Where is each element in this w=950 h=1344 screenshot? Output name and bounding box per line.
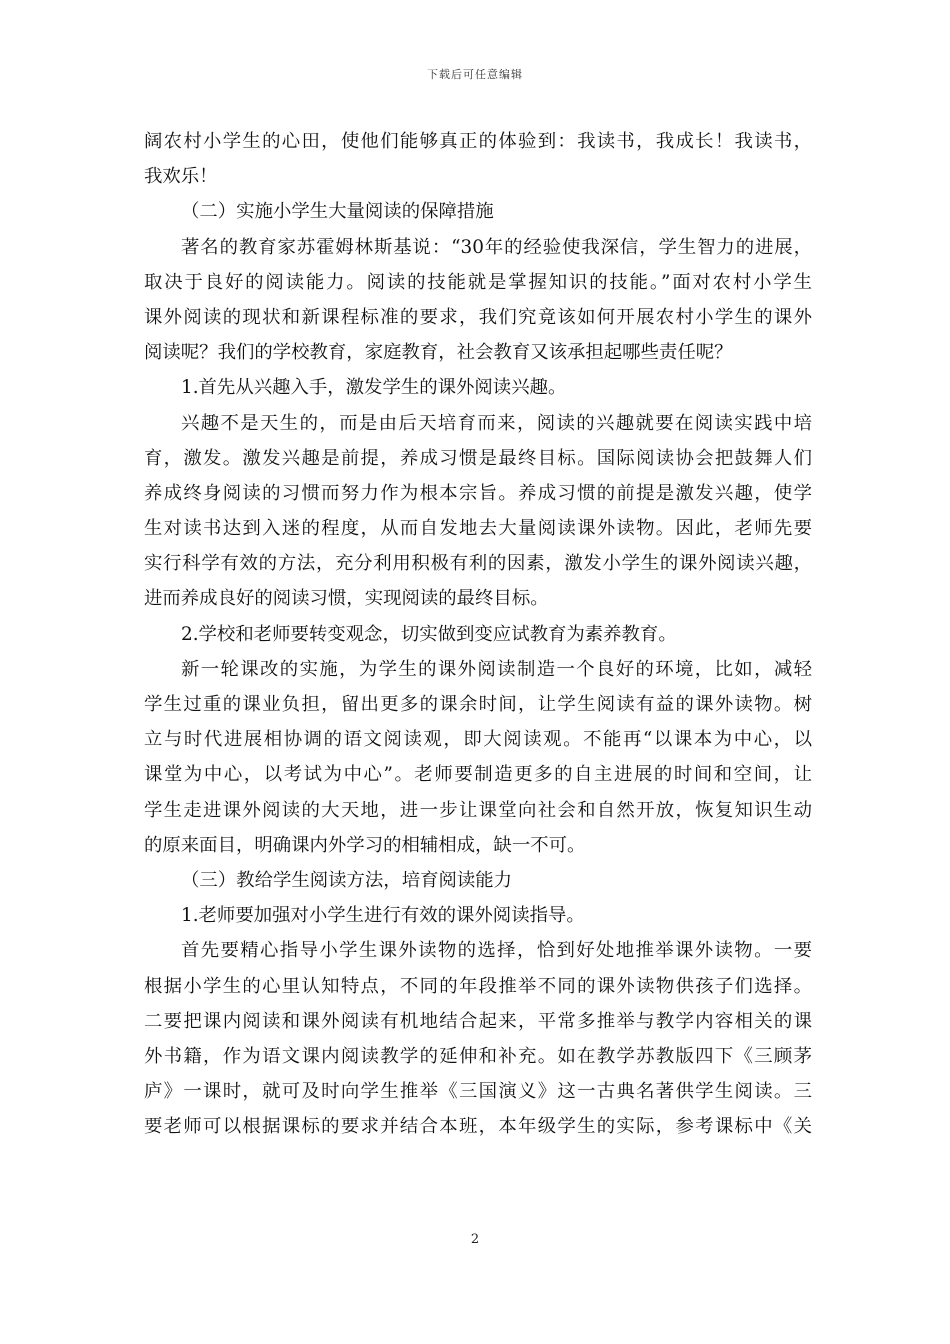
subsection-heading: 2.学校和老师要转变观念，切实做到变应试教育为素养教育。 — [181, 623, 677, 645]
text-line: 实行科学有效的方法，充分利用积极有利的因素，激发小学生的课外阅读兴趣， — [144, 553, 812, 575]
text-line: 外书籍，作为语文课内阅读教学的延伸和补充。如在教学苏教版四下《三顾茅 — [144, 1045, 812, 1067]
text-line: 著名的教育家苏霍姆林斯基说：“30年的经验使我深信，学生智力的进展， — [181, 236, 812, 258]
document-body — [144, 124, 812, 1144]
text-line: 进而养成良好的阅读习惯，实现阅读的最终目标。 — [144, 588, 549, 610]
text-line: 的原来面目，明确课内外学习的相辅相成，缺一不可。 — [144, 834, 586, 856]
subsection-heading: 1.老师要加强对小学生进行有效的课外阅读指导。 — [181, 905, 585, 927]
subsection-heading: 1.首先从兴趣入手，激发学生的课外阅读兴趣。 — [181, 377, 567, 399]
text-line: 要老师可以根据课标的要求并结合本班，本年级学生的实际，参考课标中《关 — [144, 1116, 812, 1138]
text-line: 新一轮课改的实施，为学生的课外阅读制造一个良好的环境，比如，减轻 — [181, 658, 812, 680]
section-heading: （二）实施小学生大量阅读的保障措施 — [181, 201, 494, 223]
section-heading: （三）教给学生阅读方法，培育阅读能力 — [181, 869, 513, 891]
text-line: 阅读呢？我们的学校教育，家庭教育，社会教育又该承担起哪些责任呢？ — [144, 342, 733, 364]
text-line: 我欢乐！ — [144, 166, 218, 188]
page-number: 2 — [470, 1232, 480, 1247]
text-line: 阔农村小学生的心田，使他们能够真正的体验到：我读书，我成长！我读书， — [144, 131, 812, 152]
page-header-note: 下载后可任意编辑 — [427, 68, 523, 81]
text-line: 生对读书达到入迷的程度，从而自发地去大量阅读课外读物。因此，老师先要 — [144, 518, 812, 540]
text-line: 课外阅读的现状和新课程标准的要求，我们究竟该如何开展农村小学生的课外 — [144, 306, 812, 328]
text-line: 立与时代进展相协调的语文阅读观，即大阅读观。不能再“以课本为中心，以 — [144, 729, 812, 751]
text-line: 育，激发。激发兴趣是前提，养成习惯是最终目标。国际阅读协会把鼓舞人们 — [144, 447, 812, 469]
text-line: 兴趣不是天生的，而是由后天培育而来，阅读的兴趣就要在阅读实践中培 — [181, 412, 812, 434]
text-line: 根据小学生的心里认知特点，不同的年段推举不同的课外读物供孩子们选择。 — [144, 975, 812, 997]
text-line: 课堂为中心，以考试为中心”。老师要制造更多的自主进展的时间和空间，让 — [144, 764, 812, 786]
text-line: 学生走进课外阅读的大天地，进一步让课堂向社会和自然开放，恢复知识生动 — [144, 799, 812, 821]
text-line: 首先要精心指导小学生课外读物的选择，恰到好处地推举课外读物。一要 — [181, 940, 812, 962]
text-line: 庐》一课时，就可及时向学生推举《三国演义》这一古典名著供学生阅读。三 — [144, 1081, 812, 1103]
text-line: 养成终身阅读的习惯而努力作为根本宗旨。养成习惯的前提是激发兴趣，使学 — [144, 482, 812, 504]
text-line: 取决于良好的阅读能力。阅读的技能就是掌握知识的技能。”面对农村小学生 — [144, 271, 812, 293]
text-line: 二要把课内阅读和课外阅读有机地结合起来，平常多推举与教学内容相关的课 — [144, 1010, 812, 1032]
text-line: 学生过重的课业负担，留出更多的课余时间，让学生阅读有益的课外读物。树 — [144, 694, 812, 715]
